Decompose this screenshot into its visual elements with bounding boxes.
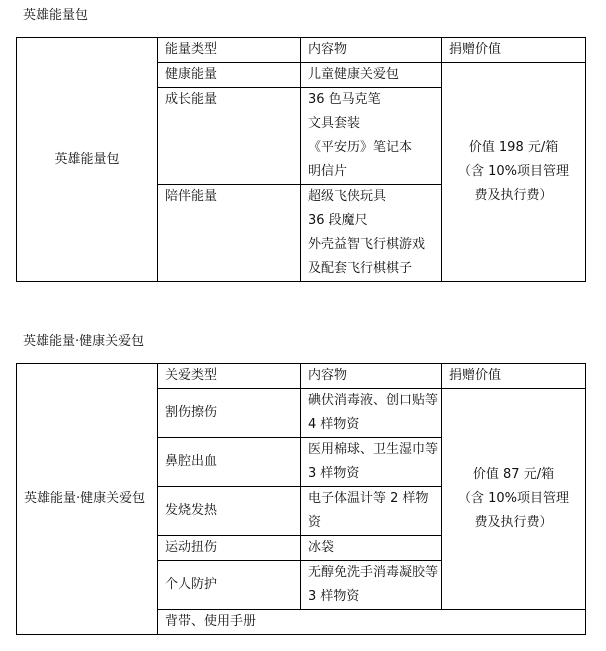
content-item: 冰袋 (308, 540, 335, 555)
row-contents (301, 389, 442, 438)
value-cell (442, 389, 586, 610)
section-title: 英雄能量·健康关爱包 (23, 334, 145, 349)
pack-name-cell (17, 364, 158, 635)
pack-name-cell (17, 38, 158, 282)
content-item: 超级飞侠玩具 (308, 189, 387, 204)
content-item: 无醇免洗手消毒凝胶等 3 样物资 (308, 565, 439, 604)
row-contents (301, 438, 442, 487)
header-value: 捐赠价值 (442, 364, 586, 389)
content-item: 碘伏消毒液、创口贴等 4 样物资 (308, 393, 439, 432)
row-contents (301, 185, 442, 282)
row-contents (301, 88, 442, 185)
value-line: 费及执行费） (474, 188, 553, 203)
row-contents (301, 536, 442, 561)
row-type: 个人防护 (158, 561, 301, 610)
row-contents (301, 561, 442, 610)
content-item: 医用棉球、卫生湿巾等 3 样物资 (308, 442, 439, 481)
row-type: 运动扭伤 (158, 536, 301, 561)
content-item: 电子体温计等 2 样物资 (308, 491, 429, 530)
header-value: 捐赠价值 (442, 38, 586, 63)
content-item: 儿童健康关爱包 (308, 67, 400, 82)
value-cell (442, 63, 586, 282)
value-line: （含 10%项目管理 (457, 491, 570, 506)
row-type: 发烧发热 (158, 487, 301, 536)
header-contents: 内容物 (301, 364, 442, 389)
row-contents (301, 487, 442, 536)
row-type: 成长能量 (158, 88, 301, 185)
value-line: 价值 87 元/箱 (472, 467, 555, 482)
care-pack-table (16, 363, 586, 635)
value-line: 价值 198 元/箱 (468, 140, 559, 155)
content-item: 文具套装 (308, 116, 361, 131)
energy-pack-table (16, 37, 586, 282)
row-type: 健康能量 (158, 63, 301, 88)
header-type: 关爱类型 (158, 364, 301, 389)
row-type: 陪伴能量 (158, 185, 301, 282)
row-type: 鼻腔出血 (158, 438, 301, 487)
row-contents (301, 63, 442, 88)
value-line: 费及执行费） (474, 515, 553, 530)
pack-name: 英雄能量·健康关爱包 (24, 491, 146, 506)
pack-name: 英雄能量包 (54, 151, 120, 167)
footer-row: 背带、使用手册 (158, 610, 586, 635)
content-item: 明信片 (308, 164, 348, 179)
value-line: （含 10%项目管理 (457, 164, 570, 179)
row-type: 割伤擦伤 (158, 389, 301, 438)
content-item: 及配套飞行棋棋子 (308, 261, 413, 276)
header-type: 能量类型 (158, 38, 301, 63)
content-item: 外壳益智飞行棋游戏 (308, 237, 426, 252)
content-item: 《平安历》笔记本 (308, 140, 413, 155)
header-contents: 内容物 (301, 38, 442, 63)
section-title: 英雄能量包 (23, 8, 89, 23)
content-item: 36 色马克笔 (308, 92, 381, 107)
content-item: 36 段魔尺 (308, 213, 368, 228)
